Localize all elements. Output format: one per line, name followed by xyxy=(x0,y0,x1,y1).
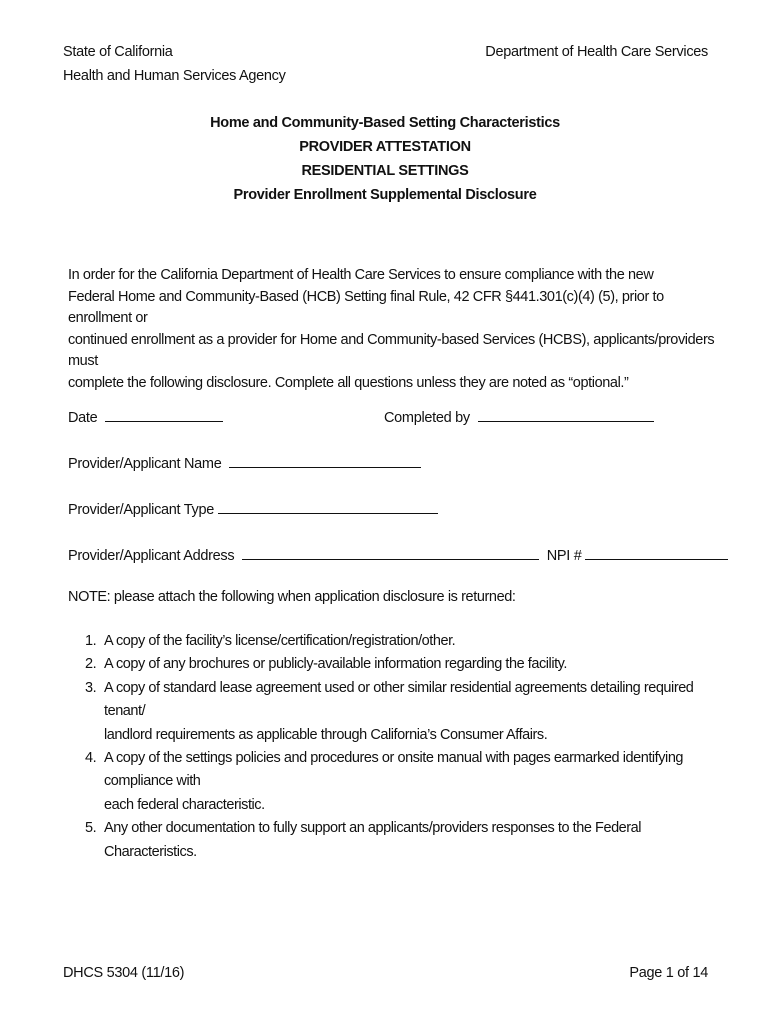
list-item-number: 4. xyxy=(85,750,97,767)
list-item xyxy=(68,653,708,676)
intro-paragraph xyxy=(68,265,718,394)
intro-line: Federal Home and Community-Based (HCB) Setting final Rule, 42 CFR §441.301(c)(4) (5), prior to enrollment or xyxy=(68,288,664,326)
intro-line: complete the following disclosure. Complete all questions unless they are noted as “optional.” xyxy=(68,374,629,391)
completed-by-label: Completed by xyxy=(384,410,470,426)
attachment-note: NOTE: please attach the following when application disclosure is returned: xyxy=(68,589,516,605)
date-label: Date xyxy=(68,410,98,426)
form-identifier: DHCS 5304 (11/16) xyxy=(63,965,185,981)
agency-header xyxy=(63,40,286,88)
completed-by-input-line[interactable] xyxy=(478,407,654,422)
title-line-4: Provider Enrollment Supplemental Disclosure xyxy=(233,187,537,203)
document-title xyxy=(0,111,770,207)
list-item-text-continued: each federal characteristic. xyxy=(104,796,265,813)
list-item-text: A copy of the settings policies and procedures or onsite manual with pages earmarked identifying compliance with xyxy=(104,750,684,790)
npi-input-line[interactable] xyxy=(585,545,728,560)
list-item-text: A copy of standard lease agreement used or other similar residential agreements detailing required tenant/ xyxy=(104,679,694,720)
provider-address-label: Provider/Applicant Address xyxy=(68,548,235,564)
list-item-text: A copy of the facility’s license/certification/registration/other. xyxy=(104,633,456,649)
list-item xyxy=(68,630,708,653)
npi-label: NPI # xyxy=(546,548,582,564)
provider-type-label: Provider/Applicant Type xyxy=(68,502,214,518)
provider-address-input-line[interactable] xyxy=(242,545,539,560)
provider-address-field-row xyxy=(68,545,728,566)
date-input-line[interactable] xyxy=(105,407,223,422)
title-line-3: RESIDENTIAL SETTINGS xyxy=(301,163,469,179)
list-item-text: Any other documentation to fully support an applicants/providers responses to the Federal Characteristics. xyxy=(104,820,642,860)
intro-line: In order for the California Department of Health Care Services to ensure compliance with the new xyxy=(68,267,654,283)
completed-by-field-row xyxy=(384,407,654,428)
title-line-2: PROVIDER ATTESTATION xyxy=(299,139,471,155)
provider-name-label: Provider/Applicant Name xyxy=(68,456,222,472)
list-item-number: 1. xyxy=(85,633,97,649)
list-item-text: A copy of any brochures or publicly-available information regarding the facility. xyxy=(104,656,567,673)
provider-name-input-line[interactable] xyxy=(229,453,421,468)
list-item xyxy=(68,747,708,817)
date-field-row xyxy=(68,407,223,428)
list-item-number: 5. xyxy=(85,820,97,837)
list-item-number: 2. xyxy=(85,656,97,673)
list-item xyxy=(68,817,708,864)
state-name: State of California xyxy=(63,44,173,60)
provider-name-field-row xyxy=(68,453,421,474)
agency-name: Health and Human Services Agency xyxy=(63,68,286,84)
title-line-1: Home and Community-Based Setting Characteristics xyxy=(210,115,560,131)
department-name: Department of Health Care Services xyxy=(485,44,708,60)
intro-line: continued enrollment as a provider for Home and Community-based Services (HCBS), applicants/providers must xyxy=(68,331,715,369)
list-item xyxy=(68,677,708,747)
provider-type-field-row xyxy=(68,499,438,520)
list-item-number: 3. xyxy=(85,679,97,696)
list-item-text-continued: landlord requirements as applicable through California’s Consumer Affairs. xyxy=(104,726,548,743)
provider-type-input-line[interactable] xyxy=(218,499,438,514)
page-number: Page 1 of 14 xyxy=(629,965,708,981)
attachment-list xyxy=(68,630,708,864)
